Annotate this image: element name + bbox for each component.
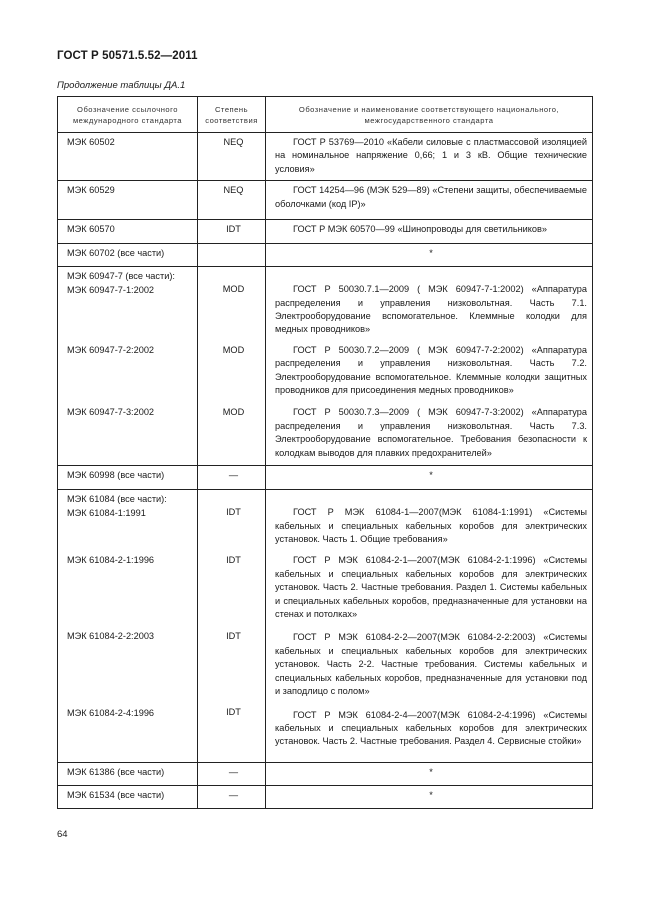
degree-cell bbox=[198, 244, 266, 267]
standard-designation: МЭК 61084-2-4:1996 bbox=[67, 707, 155, 718]
international-standard-cell: МЭК 60998 (все части) bbox=[58, 466, 198, 490]
national-standard-text: ГОСТ Р МЭК 61084-2-2—2007(МЭК 61084-2-2:2003) «Системы кабельных и специальных кабельных коробов для электрических установок. Часть 2-2. Частные требования. Системы кабельных и специальных кабельных коробов, предназначенные для установки под и заподлицо с полом» bbox=[275, 632, 587, 697]
table-row bbox=[58, 181, 593, 220]
standards-correspondence-table bbox=[57, 96, 593, 809]
national-standard-text: ГОСТ Р МЭК 60570—99 «Шинопроводы для светильников» bbox=[293, 224, 548, 235]
table-row bbox=[58, 244, 593, 267]
degree-cell: — bbox=[198, 786, 266, 809]
table-row-group-60947-7 bbox=[58, 267, 593, 466]
degree-value: IDT bbox=[226, 554, 241, 565]
national-standard-text: ГОСТ Р 50030.7.3—2009 ( МЭК 60947-7-3:2002) «Аппаратура распределения и управления низковольтная. Часть 7.3. Электрооборудование вспомогательное. Требования безопасности к колодкам выводов для плавких предохранителей» bbox=[275, 407, 587, 458]
document-title: ГОСТ Р 50571.5.52—2011 bbox=[57, 50, 198, 62]
table-row bbox=[58, 786, 593, 809]
column-header-international-standard: Обозначение ссылочного международного стандарта bbox=[58, 97, 198, 133]
table-row bbox=[58, 220, 593, 244]
international-standard-cell: МЭК 61386 (все части) bbox=[58, 763, 198, 786]
degree-value: MOD bbox=[222, 284, 245, 295]
degree-cell: IDT bbox=[198, 220, 266, 244]
table-row bbox=[58, 763, 593, 786]
international-standard-cell: МЭК 60702 (все части) bbox=[58, 244, 198, 267]
international-standard-cell: МЭК 60570 bbox=[58, 220, 198, 244]
degree-cell: NEQ bbox=[198, 181, 266, 220]
national-standard-text: ГОСТ Р МЭК 61084-2-4—2007(МЭК 61084-2-4:1996) «Системы кабельных и специальных кабельных коробов для электрических установок. Часть 2. Частные требования. Раздел 4. Сервисные стойки» bbox=[275, 709, 587, 747]
national-standard-text: ГОСТ Р МЭК 61084-2-1—2007(МЭК 61084-2-1:1996) «Системы кабельных и специальных кабельных коробов для электрических установок. Часть 2. Частные требования. Раздел 1. Системы кабельных и специальных кабельных коробов, предназначенные для установки на стенах и потолках» bbox=[275, 555, 587, 620]
degree-cell: — bbox=[198, 466, 266, 490]
standard-designation: МЭК 60947-7-1:2002 bbox=[67, 284, 155, 295]
degree-value: MOD bbox=[222, 344, 245, 355]
national-standard-text: ГОСТ 14254—96 (МЭК 529—89) «Степени защиты, обеспечиваемые оболочками (код IP)» bbox=[275, 185, 587, 209]
degree-value: IDT bbox=[226, 707, 241, 718]
table-continuation-caption: Продолжение таблицы ДА.1 bbox=[57, 80, 186, 91]
national-standard-cell bbox=[266, 133, 593, 181]
table-header-row bbox=[58, 97, 593, 133]
degree-value: MOD bbox=[222, 407, 245, 418]
national-standard-text: ГОСТ Р МЭК 61084-1—2007(МЭК 61084-1:1991) «Системы кабельных и специальных кабельных коробов для электрических установок. Часть 1. Общие требования» bbox=[275, 507, 587, 545]
standard-designation: МЭК 60947-7-2:2002 bbox=[67, 345, 155, 356]
national-standard-cell: * bbox=[266, 244, 593, 267]
international-standard-cell: МЭК 61534 (все части) bbox=[58, 786, 198, 809]
degree-cell: — bbox=[198, 763, 266, 786]
degree-cell bbox=[198, 267, 266, 466]
column-header-degree: Степень соответствия bbox=[198, 97, 266, 133]
degree-cell: NEQ bbox=[198, 133, 266, 181]
standard-designation: МЭК 61084-1:1991 bbox=[67, 507, 146, 518]
international-standard-cell: МЭК 60502 bbox=[58, 133, 198, 181]
international-standard-cell: МЭК 60529 bbox=[58, 181, 198, 220]
international-standard-cell bbox=[58, 267, 198, 466]
national-standard-cell bbox=[266, 220, 593, 244]
national-standard-text: ГОСТ Р 50030.7.2—2009 ( МЭК 60947-7-2:2002) «Аппаратура распределения и управления низковольтная. Часть 7.2. Электрооборудование вспомогательное. Клеммные колодки защитных проводников для присоединения медных проводников» bbox=[275, 344, 587, 396]
degree-cell bbox=[198, 490, 266, 763]
page-number: 64 bbox=[57, 829, 68, 840]
standard-group-label: МЭК 61084 (все части): bbox=[67, 494, 167, 505]
national-standard-cell bbox=[266, 267, 593, 466]
standard-designation: МЭК 60947-7-3:2002 bbox=[67, 407, 155, 418]
standard-designation: МЭК 61084-2-1:1996 bbox=[67, 555, 155, 566]
national-standard-cell: * bbox=[266, 466, 593, 490]
national-standard-cell bbox=[266, 490, 593, 763]
degree-value: IDT bbox=[226, 631, 241, 642]
column-header-national-standard: Обозначение и наименование соответствующего национального, межгосударственного стандарта bbox=[266, 97, 593, 133]
table-row bbox=[58, 466, 593, 490]
standard-group-label: МЭК 60947-7 (все части): bbox=[67, 271, 175, 282]
national-standard-text: ГОСТ Р 50030.7.1—2009 ( МЭК 60947-7-1:2002) «Аппаратура распределения и управления низковольтная. Часть 7.1. Электрооборудование вспомогательное. Клеммные колодки для медных проводников» bbox=[275, 284, 587, 335]
standard-designation: МЭК 61084-2-2:2003 bbox=[67, 631, 155, 642]
international-standard-cell bbox=[58, 490, 198, 763]
degree-value: IDT bbox=[226, 507, 241, 518]
table-row-group-61084 bbox=[58, 490, 593, 763]
national-standard-cell: * bbox=[266, 786, 593, 809]
table-row bbox=[58, 133, 593, 181]
national-standard-cell: * bbox=[266, 763, 593, 786]
national-standard-text: ГОСТ Р 53769—2010 «Кабели силовые с пластмассовой изоляцией на номинальное напряжение 0,66; 1 и 3 кВ. Общие технические условия» bbox=[275, 137, 587, 174]
national-standard-cell bbox=[266, 181, 593, 220]
